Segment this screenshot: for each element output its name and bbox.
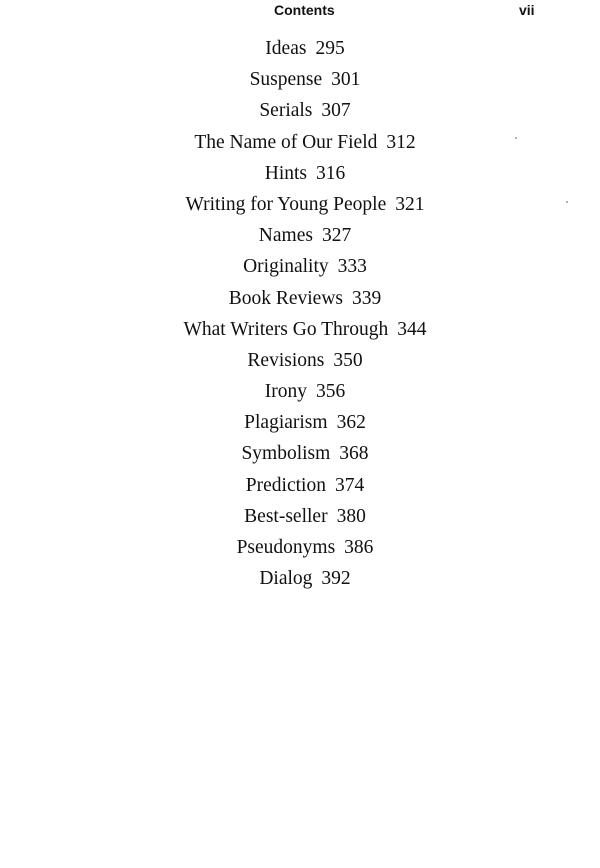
toc-entry-page: 316	[316, 162, 346, 184]
toc-entry-title: Book Reviews	[228, 287, 344, 309]
toc-entry	[0, 220, 600, 251]
page-number: vii	[519, 2, 535, 18]
toc-entry-page: 321	[395, 193, 425, 215]
toc-entry	[0, 501, 600, 532]
toc-entry-title: Dialog	[259, 568, 313, 590]
toc-entry-page: 327	[321, 225, 352, 247]
toc-entry	[0, 407, 600, 438]
toc-entry-page: 386	[344, 537, 374, 558]
toc-entry-title: Names	[258, 225, 313, 247]
toc-entry-page: 374	[334, 474, 365, 496]
toc-entry-title: The Name of Our Field	[194, 131, 378, 153]
toc-entry-title: Writing for Young People	[185, 193, 387, 215]
toc-entry-title: Hints	[264, 162, 307, 184]
toc-entry-title: Prediction	[245, 474, 326, 496]
toc-entry	[0, 158, 600, 189]
toc-entry-page: 362	[336, 412, 366, 434]
toc-entry	[0, 345, 600, 376]
toc-entry-page: 350	[333, 349, 363, 371]
toc-entry	[0, 95, 600, 126]
toc-entry-page: 307	[321, 100, 351, 122]
toc-entry	[0, 189, 600, 220]
table-of-contents	[0, 33, 600, 594]
toc-entry	[0, 314, 600, 345]
toc-entry-title: Best-seller	[244, 505, 328, 527]
toc-entry-title: Serials	[259, 100, 313, 122]
toc-entry-page: 339	[352, 287, 382, 309]
toc-entry-page: 380	[336, 505, 366, 527]
toc-entry-page: 392	[321, 568, 351, 590]
running-head	[0, 2, 600, 22]
toc-entry	[0, 532, 600, 563]
toc-entry-title: Symbolism	[241, 443, 331, 465]
scan-speck	[515, 137, 517, 139]
toc-entry-page: 368	[339, 443, 369, 465]
toc-entry	[0, 33, 600, 64]
toc-entry-title: Revisions	[247, 349, 325, 371]
toc-entry-title: Originality	[243, 256, 329, 278]
toc-entry	[0, 438, 600, 469]
toc-entry-page: 301	[331, 69, 361, 91]
toc-entry-title: What Writers Go Through	[183, 318, 389, 340]
toc-entry	[0, 251, 600, 282]
toc-entry-title: Irony	[264, 381, 307, 403]
toc-entry	[0, 283, 600, 314]
toc-entry-title: Suspense	[249, 69, 323, 91]
toc-entry-page: 344	[397, 318, 427, 340]
toc-entry	[0, 127, 600, 158]
toc-entry-title: Pseudonyms	[236, 537, 336, 558]
running-head-title: Contents	[274, 2, 335, 18]
toc-entry-page: 356	[316, 381, 346, 403]
toc-entry-page: 333	[337, 256, 367, 278]
toc-entry	[0, 376, 600, 407]
toc-entry-title: Ideas	[265, 38, 307, 59]
toc-entry-page: 312	[386, 131, 416, 153]
toc-entry-page: 295	[315, 38, 345, 59]
toc-entry	[0, 470, 600, 501]
toc-entry	[0, 64, 600, 95]
toc-entry-title: Plagiarism	[244, 412, 328, 434]
scan-speck	[566, 201, 568, 203]
toc-entry	[0, 563, 600, 594]
